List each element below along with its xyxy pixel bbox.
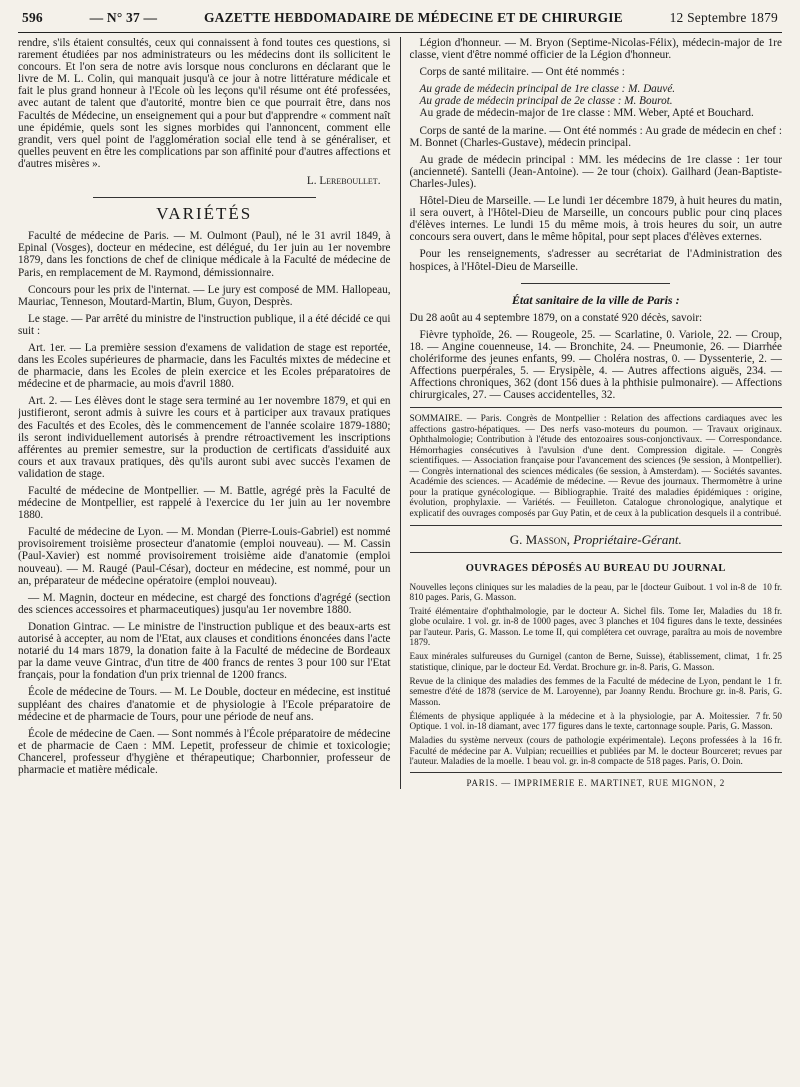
page-number: 596: [22, 10, 43, 25]
item-price: 18 fr.: [762, 606, 782, 617]
item-text: Éléments de physique appliquée à la médecine et à la physiologie, par A. Moitessier. Optique. 1 vol. in-18 diamant, avec 177 figures dans le texte, cartonnage souple. Paris, G. Masson.: [409, 710, 773, 732]
right-column: [401, 37, 783, 789]
gerant-name: G. Masson,: [509, 532, 571, 548]
item-price: 7 fr. 50: [755, 710, 782, 721]
imprint: PARIS. — IMPRIMERIE E. MARTINET, RUE MIGNON, 2: [410, 772, 783, 789]
notice-art-1: Art. 1er. — La première session d'examens de validation de stage est reportée, dans les Ecoles supérieures de pharmacie, dans les Facultés mixtes de médecine et de pharmacie, dans les Ecoles de plein exercice et les Ecoles préparatoires de médecine et de pharmacie, au mois d'avril 1880.: [18, 341, 391, 391]
list-item: [410, 651, 783, 672]
divider: [93, 197, 317, 198]
left-column: [18, 37, 401, 789]
sommaire-block: [410, 414, 783, 519]
notice-stage: Le stage. — Par arrêté du ministre de l'instruction publique, il a été décidé ce qui suit :: [18, 312, 391, 337]
etat-intro: Du 28 août au 4 septembre 1879, on a constaté 920 décès, savoir:: [409, 311, 703, 324]
notice-hotel-dieu-2: Pour les renseignements, s'adresser au secrétariat de l'Administration des hospices, à l'Hôtel-Dieu de Marseille.: [409, 248, 782, 273]
notice-hotel-dieu: Hôtel-Dieu de Marseille. — Le lundi 1er décembre 1879, à huit heures du matin, il sera ouvert, à l'Hôtel-Dieu de Marseille, un concours public pour cinq places d'élèves internes. Le lundi 15 du même mois, à trois heures du soir, un autre concours sera ouvert, dans le même hôpital, pour sept places d'élèves externes.: [409, 195, 782, 244]
notice-gintrac: Donation Gintrac. — Le ministre de l'instruction publique et des beaux-arts est autorisé à accepter, au nom de l'Etat, aux clauses et conditions énoncées dans l'acte notarié du 14 mars 1879, la donation faite à la Faculté de médecine de Bordeaux par la dame veuve Gintrac, d'un titre de 400 francs de rentes 3 pour 100 sur l'Etat français, pour la fondation d'un prix triennal de 1200 francs.: [18, 620, 391, 682]
issue-date: 12 Septembre 1879: [669, 10, 778, 25]
list-item: [410, 582, 783, 603]
notice-tours: École de médecine de Tours. — M. Le Double, docteur en médecine, est institué suppléant des chaires d'anatomie et de physiologie à l'Ecole préparatoire de médecine et de pharmacie de Tours, pour une période de neuf ans.: [18, 686, 391, 723]
notice-magnin: — M. Magnin, docteur en médecine, est chargé des fonctions d'agrégé (section des sciences accessoires et pharmaceutiques) jusqu'au 1er novembre 1880.: [18, 591, 391, 616]
columns: [18, 37, 782, 789]
notice-art-2: Art. 2. — Les élèves dont le stage sera terminé au 1er novembre 1879, et qui en justifieront, seront admis à suivre les cours et à participer aux travaux pratiques des Facultés et des Ecoles, dès le commencement de l'année scolaire 1879-1880; ils seront individuellement autorisés à prendre rétroactivement les inscriptions afférentes au premier semestre, sur la production de certificats d'assiduité aux cours et aux travaux pratiques, dès qu'ils auront subi avec succès l'examen de validation de stage.: [18, 395, 391, 480]
notice-marine-2: Au grade de médecin principal : MM. les médecins de 1re classe : 1er tour (ancienneté). Santelli (Jean-Antoine). — 2e tour (choix). Gailhard (Jean-Baptiste-Charles-Jules).: [409, 153, 782, 190]
item-price: 16 fr.: [762, 735, 782, 746]
item-text: Traité élémentaire d'ophthalmologie, par le docteur A. Sichel fils. Tome Ier, Maladies du globe oculaire. 1 vol. gr. in-8 de 1000 pages, avec 3 planches et 104 figures dans le texte, dessinées par l'auteur. Paris, G. Masson. Le tome II, qui complétera cet ouvrage, paraîtra au mois de novembre 1879.: [409, 606, 782, 648]
notice-marine: Corps de santé de la marine. — Ont été nommés : Au grade de médecin en chef : M. Bonnet (Charles-Gustave), médecin principal.: [409, 124, 782, 149]
issue-number: — N° 37 —: [89, 10, 158, 25]
gerant-line: [410, 534, 783, 546]
section-title-ouvrages: OUVRAGES DÉPOSÉS AU BUREAU DU JOURNAL: [465, 563, 726, 575]
notice-corps-militaire-3: Au grade de médecin-major de 1re classe : MM. Weber, Apté et Bouchard.: [419, 107, 754, 120]
notice-montpellier: Faculté de médecine de Montpellier. — M. Battle, agrégé près la Faculté de médecine de Montpellier, est rappelé à l'exercice du 1er juin au 1er novembre 1880.: [18, 485, 391, 522]
list-item: [410, 711, 783, 732]
newspaper-page: [18, 8, 782, 1078]
divider: [410, 552, 783, 553]
sommaire-text: SOMMAIRE. — Paris. Congrès de Montpellier : Relation des affections cardiaques avec les affections gastro-hépatiques. — Des nerfs vaso-moteurs du poumon. — Travaux originaux. Ophthalmologie; Contribution à l'étude des entozoaires sous-conjonctivaux. — Correspondance. Hémorrhagies consécutives à l'avulsion d'une dent. Compression digitale. — Congrès scientifiques. — Association française pour l'avancement des sciences (9e session, à Montpellier). — Congrès international des sciences médicales (6e session, à Amsterdam). — Sociétés savantes. Académie des sciences. — Académie de médecine. — Revue des journaux. Thermomètre à urine pour la pratique gynécologique. — Bibliographie. Traité des maladies épidémiques : origine, évolution, prophylaxie. — Variétés. — Feuilleton. Catalogue chronologique, analytique et explicatif des ouvrages composés par Guy Patin, et de ceux à la publication desquels il a contribué.: [409, 414, 782, 519]
article-signature: L. Lereboullet.: [306, 175, 381, 188]
ouvrages-list: [410, 582, 783, 767]
item-price: 10 fr.: [762, 581, 782, 592]
divider: [521, 283, 670, 284]
notice-corps-militaire-2: Au grade de médecin principal de 2e classe : M. Bourot.: [419, 95, 673, 108]
etat-list: Fièvre typhoïde, 26. — Rougeole, 25. — Scarlatine, 0. Variole, 22. — Croup, 18. — Angine couenneuse, 14. — Bronchite, 24. — Pneumonie, 26. — Diarrhée cholériforme des jeunes enfants, 99. — Choléra nostras, 0. — Dyssenterie, 2. — Affections puerpérales, 5. — Erysipèle, 4. — Autres affections aiguës, 234. — Affections chroniques, 362 (dont 156 dues à la phthisie pulmonaire). — Affections chirurgicales, 27. — Causes accidentelles, 32.: [409, 328, 782, 402]
item-price: 1 fr.: [767, 675, 782, 686]
item-text: Maladies du système nerveux (cours de pathologie expérimentale). Leçons professées à la Faculté de médecine par A. Vulpian; recueillies et publiées par M. le docteur Bourceret; revues par l'auteur. Maladies de la moelle. 1 beau vol. gr. in-8 compacte de 518 pages. Paris, O. Doin.: [409, 735, 782, 766]
section-title-varietes: VARIÉTÉS: [156, 204, 253, 224]
notice-concours: Concours pour les prix de l'internat. — Le jury est composé de MM. Hallopeau, Mauriac, Tenneson, Moutard-Martin, Blum, Guyon, Desprès.: [18, 283, 391, 308]
notice-lyon: Faculté de médecine de Lyon. — M. Mondan (Pierre-Louis-Gabriel) est nommé provisoirement troisième prosecteur d'anatomie (emploi nouveau). — M. Cassin (Paul-Xavier) est nommé provisoirement troisième aide d'anatomie (emploi nouveau). — M. Raugé (Paul-César), docteur en médecine, est nommé, pour un an, préparateur de médecine opératoire (emploi nouveau).: [18, 526, 391, 587]
item-price: 1 fr. 25: [755, 651, 782, 662]
list-item: [410, 735, 783, 766]
list-item: [410, 676, 783, 707]
notice-caen: École de médecine de Caen. — Sont nommés à l'École préparatoire de médecine et de pharmacie de Caen : MM. Lepetit, professeur de chimie et toxicologie; Chancerel, professeur d'hygiène et thérapeutique; Charbonnier, professeur de pharmacie et matière médicale.: [18, 727, 391, 776]
journal-title: GAZETTE HEBDOMADAIRE DE MÉDECINE ET DE CHIRURGIE: [203, 10, 623, 25]
gerant-role: Propriétaire-Gérant.: [573, 532, 682, 548]
item-text: Revue de la clinique des maladies des femmes de la Faculté de médecine de Lyon, pendant le semestre d'été de 1878 (service de M. Laroyenne), par Joanny Rendu. Brochure gr. in-8. Paris, G. Masson.: [409, 675, 782, 707]
divider: [410, 525, 783, 526]
section-title-etat-sanitaire: État sanitaire de la ville de Paris :: [511, 292, 680, 307]
notice-corps-militaire: Corps de santé militaire. — Ont été nommés :: [419, 66, 625, 79]
notice-corps-militaire-1: Au grade de médecin principal de 1re classe : M. Dauvé.: [419, 83, 676, 96]
item-text: Nouvelles leçons cliniques sur les maladies de la peau, par le [docteur Guibout. 1 vol in-8 de 810 pages. Paris, G. Masson.: [409, 581, 757, 602]
notice-faculte-paris: Faculté de médecine de Paris. — M. Oulmont (Paul), né le 31 avril 1849, à Epinal (Vosges), docteur en médecine, est délégué, du 1er juin au 1er novembre 1879, dans les fonctions de chef de clinique médicale à la Faculté de médecine de Paris, en remplacement de M. Raymond, démissionnaire.: [18, 230, 391, 279]
list-item: [410, 606, 783, 647]
article-conclusion: rendre, s'ils étaient consultés, ceux qui connaissent à fond toutes ces questions, si rarement étudiées par nos administrateurs ou les médecins dont ils sollicitent le concours. Et l'on sera de notre avis lorsque nous conclurons en déclarant que le livre de M. L. Colin, qui manquait jusqu'à ce jour à notre littérature médicale et fait le plus grand honneur à l'Ecole où les leçons qu'il résume ont été professées, avec autant de talent que d'autorité, montre bien ce que pourrait être, dans nos Facultés de Médecine, un enseignement qui a pour but d'apprendre « comment naît une épidémie, quels sont les signes morbides qui l'annoncent, comment elle grandit, vers quel point de l'agglomération social elle tend à se généraliser, et quelles peuvent en être les complications par son affinité pour d'autres affections et d'autres misères ».: [18, 37, 391, 170]
item-text: Eaux minérales sulfureuses du Gurnigel (canton de Berne, Suisse), établissement, climat, statistique, clinique, par le docteur Ed. Verdat. Brochure gr. in-8. Paris, G. Masson.: [409, 651, 750, 672]
page-header: [18, 8, 782, 33]
notice-legion: Légion d'honneur. — M. Bryon (Septime-Nicolas-Félix), médecin-major de 1re classe, vient d'être nommé officier de la Légion d'honneur.: [409, 37, 782, 62]
divider: [410, 407, 783, 408]
